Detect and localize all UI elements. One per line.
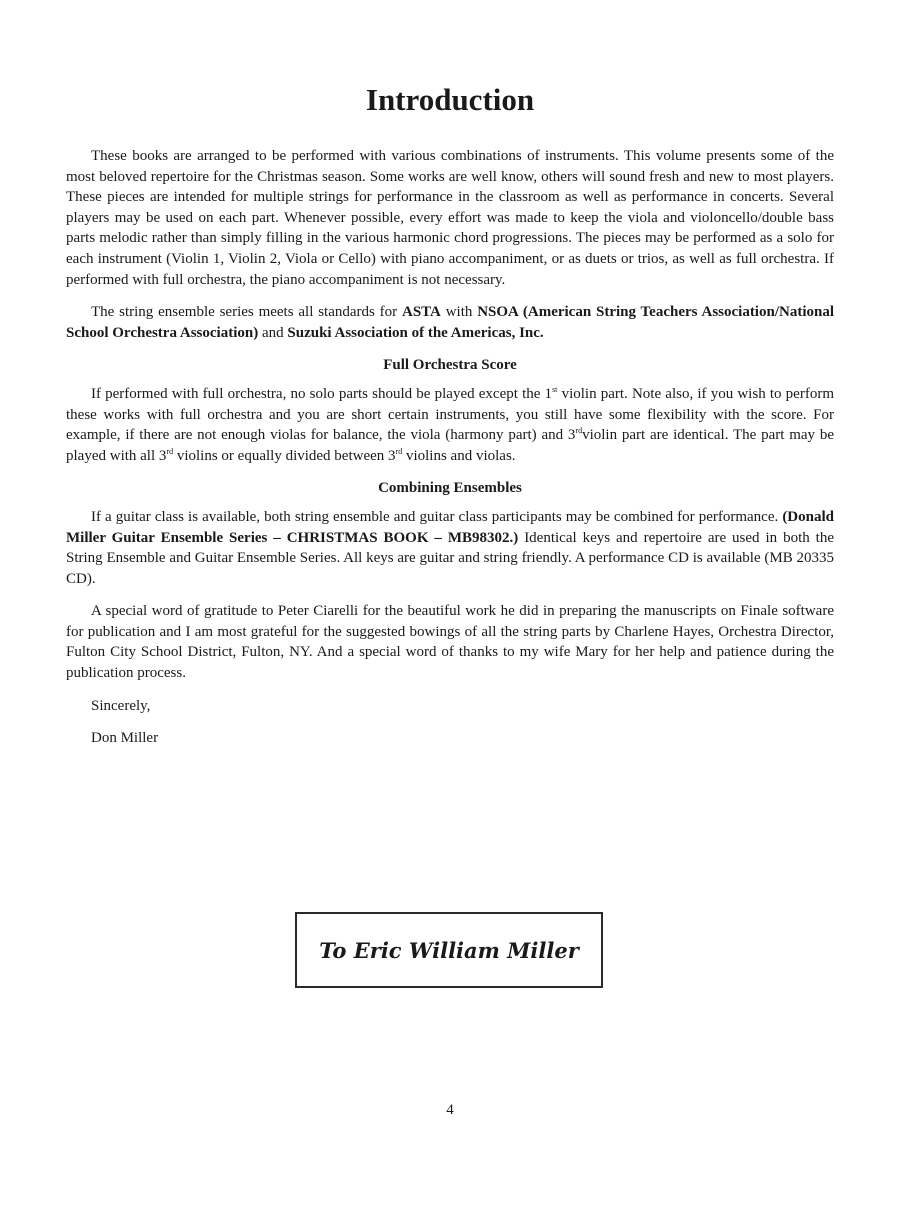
paragraph-full-orchestra: [66, 384, 834, 466]
intro-body: [66, 146, 834, 761]
ordinal-suffix: st: [552, 384, 558, 394]
closing: Sincerely,: [91, 697, 151, 714]
page-number: 4: [446, 1102, 454, 1118]
signature: Don Miller: [91, 730, 159, 747]
text-run: If performed with full orchestra, no solo parts should be played except the 1: [91, 385, 553, 402]
asta-label: ASTA: [401, 304, 441, 321]
ordinal-suffix: rd: [166, 446, 174, 456]
text-run: with: [440, 304, 478, 321]
suzuki-label: Suzuki Association of the Americas, Inc.: [287, 324, 544, 341]
heading-combining-ensembles: Combining Ensembles: [378, 480, 522, 497]
dedication-text: To Eric William Miller: [319, 937, 579, 963]
paragraph-arrangement: These books are arranged to be performed with various combinations of instruments. This volume presents some of the most beloved repertoire for the Christmas season. Some works are well know, others will sound fresh and new to most players. These pieces are intended for multiple strings for performance in the classroom as well as performance in concerts. Several players may be used on each part. Whenever possible, every effort was made to keep the viola and violoncello/double bass parts melodic rather than simply filling in the various harmonic chord progressions. The pieces may be performed as a solo for each instrument (Violin 1, Violin 2, Viola or Cello) with piano accompaniment, or as duets or trios, as well as full orchestra. If performed with full orchestra, the piano accompaniment is not necessary.: [66, 148, 834, 288]
text-run: If a guitar class is available, both string ensemble and guitar class participants may be combined for performance.: [91, 508, 783, 525]
text-run: The string ensemble series meets all standards for: [91, 304, 402, 321]
text-run: violin part. Note also, if you wish to perform these works with full orchestra and you are short certain instruments, you still have some flexibility with the score. For example, if there are not enough violas for balance, the viola (harmony part) and 3: [66, 385, 834, 444]
text-run: violins and violas.: [402, 447, 516, 464]
nsoa-label: NSOA (American String Teachers Association/National School Orchestra Association): [66, 304, 834, 341]
ordinal-suffix: rd: [575, 426, 583, 436]
ordinal-suffix: rd: [395, 446, 403, 456]
heading-full-orchestra: Full Orchestra Score: [383, 357, 517, 374]
dedication-box: [295, 912, 603, 988]
page-title: Introduction: [365, 82, 535, 117]
guitar-series-reference: (Donald Miller Guitar Ensemble Series – CHRISTMAS BOOK – MB98302.): [66, 508, 834, 546]
text-run: violin part are identical. The part may be played with all 3: [66, 427, 834, 464]
text-run: violins or equally divided between 3: [173, 447, 396, 464]
paragraph-gratitude: A special word of gratitude to Peter Ciarelli for the beautiful work he did in preparing the manuscripts on Finale software for publication and I am most grateful for the suggested bowings of all the string parts by Charlene Hayes, Orchestra Director, Fulton City School District, Fulton, NY. And a special word of thanks to my wife Mary for her help and patience during the publication process.: [66, 603, 834, 682]
paragraph-combining: [66, 507, 834, 589]
text-run: and: [258, 324, 288, 341]
paragraph-standards: [66, 302, 834, 343]
text-run: Identical keys and repertoire are used in both the String Ensemble and Guitar Ensemble Series. All keys are guitar and string friendly. A performance CD is available (MB 20335 CD).: [66, 529, 834, 587]
